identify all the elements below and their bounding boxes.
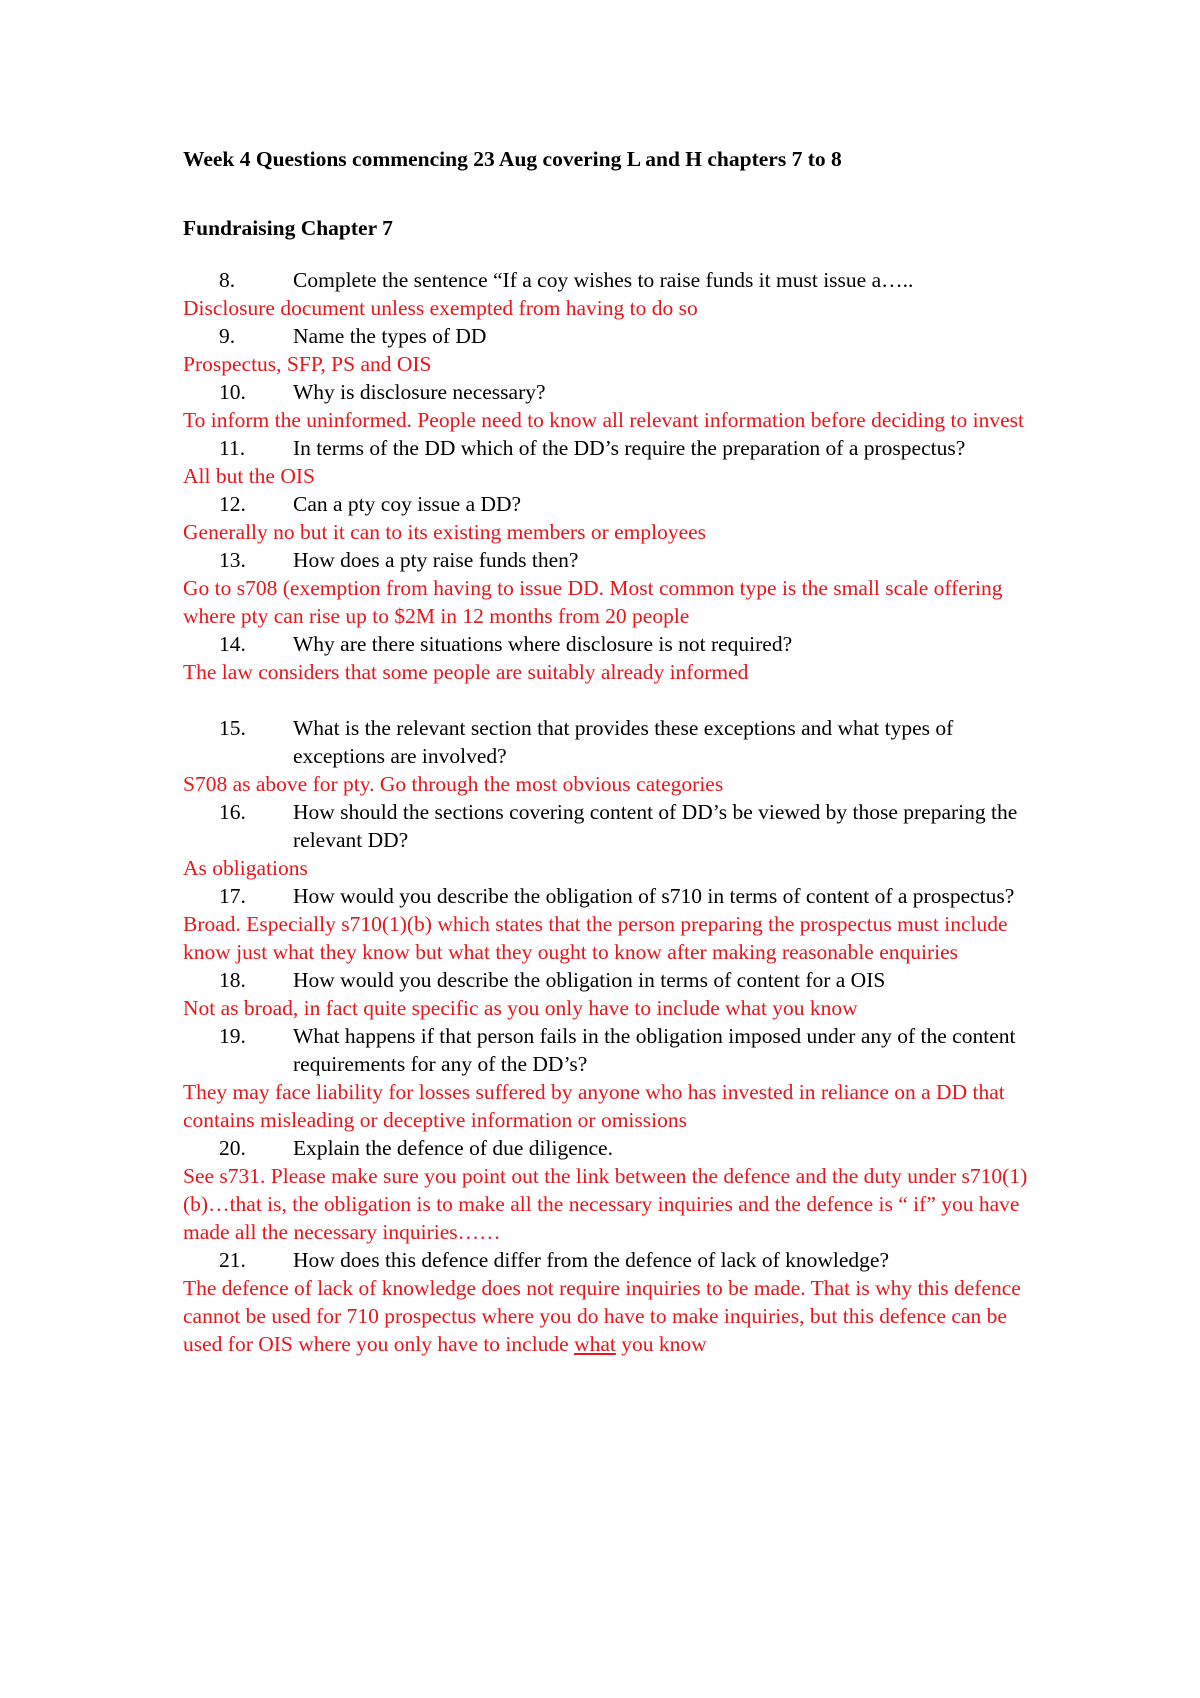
question-text: How would you describe the obligation of s710 in terms of content of a prospectus? [293, 884, 1015, 908]
question-text: Name the types of DD [293, 324, 487, 348]
question-item [183, 546, 1043, 574]
document-title: Week 4 Questions commencing 23 Aug covering L and H chapters 7 to 8 [183, 147, 842, 171]
answer-text: As obligations [183, 856, 308, 880]
question-text: Can a pty coy issue a DD? [293, 492, 522, 516]
question-number: 20. [219, 1136, 246, 1160]
question-number: 16. [219, 800, 246, 824]
question-item [183, 882, 1043, 910]
chapter-heading: Fundraising Chapter 7 [183, 216, 393, 240]
question-item [183, 490, 1043, 518]
question-number: 9. [219, 324, 236, 348]
answer-text: Generally no but it can to its existing members or employees [183, 520, 707, 544]
question-number: 18. [219, 968, 246, 992]
question-number: 15. [219, 716, 246, 740]
question-item [183, 966, 1043, 994]
question-text: How should the sections covering content of DD’s be viewed by those preparing the relevant DD? [293, 800, 1018, 852]
question-number: 19. [219, 1024, 246, 1048]
question-text: Why are there situations where disclosure is not required? [293, 632, 793, 656]
answer-text: Prospectus, SFP, PS and OIS [183, 352, 432, 376]
document-page [183, 145, 1043, 1358]
answer-text-part: The defence of lack of knowledge does not require inquiries to be made. That is why this defence cannot be used for 710 prospectus where you do have to make inquiries, but this defence can be used for OIS where you only have to include [183, 1276, 1021, 1356]
question-text: In terms of the DD which of the DD’s require the preparation of a prospectus? [293, 436, 966, 460]
question-text: What is the relevant section that provides these exceptions and what types of exceptions are involved? [293, 716, 954, 768]
question-text: How would you describe the obligation in terms of content for a OIS [293, 968, 886, 992]
blank-line [183, 686, 1043, 714]
question-text: Why is disclosure necessary? [293, 380, 546, 404]
question-number: 13. [219, 548, 246, 572]
question-item [183, 714, 1043, 770]
question-item [183, 434, 1043, 462]
question-number: 21. [219, 1248, 246, 1272]
question-number: 11. [219, 436, 246, 460]
question-text: Complete the sentence “If a coy wishes to raise funds it must issue a….. [293, 268, 914, 292]
question-item [183, 630, 1043, 658]
question-text: How does this defence differ from the defence of lack of knowledge? [293, 1248, 889, 1272]
underlined-word: what [574, 1332, 616, 1356]
question-text: Explain the defence of due diligence. [293, 1136, 613, 1160]
answer-text: S708 as above for pty. Go through the most obvious categories [183, 772, 724, 796]
question-number: 12. [219, 492, 246, 516]
answer-text: All but the OIS [183, 464, 315, 488]
answer-text-part: you know [615, 1332, 707, 1356]
question-text: What happens if that person fails in the obligation imposed under any of the content requirements for any of the DD’s? [293, 1024, 1016, 1076]
answer-text: Broad. Especially s710(1)(b) which states that the person preparing the prospectus must include know just what they know but what they ought to know after making reasonable enquiries [183, 912, 1008, 964]
question-item [183, 1022, 1043, 1078]
question-number: 14. [219, 632, 246, 656]
question-number: 8. [219, 268, 236, 292]
question-number: 10. [219, 380, 246, 404]
question-item [183, 798, 1043, 854]
answer-text: Disclosure document unless exempted from having to do so [183, 296, 698, 320]
question-number: 17. [219, 884, 246, 908]
question-item [183, 322, 1043, 350]
question-item [183, 378, 1043, 406]
answer-text [183, 1274, 1043, 1358]
answer-text: Not as broad, in fact quite specific as you only have to include what you know [183, 996, 858, 1020]
answer-text: They may face liability for losses suffered by anyone who has invested in reliance on a DD that contains misleading or deceptive information or omissions [183, 1080, 1005, 1132]
answer-text: Go to s708 (exemption from having to issue DD. Most common type is the small scale offering where pty can rise up to $2M in 12 months from 20 people [183, 576, 1003, 628]
qa-list [183, 266, 1043, 1358]
question-item [183, 1246, 1043, 1274]
answer-text: The law considers that some people are suitably already informed [183, 660, 749, 684]
answer-text: See s731. Please make sure you point out the link between the defence and the duty under s710(1)(b)…that is, the obligation is to make all the necessary inquiries and the defence is “ if” you have made all the necessary inquiries…… [183, 1164, 1028, 1244]
question-item [183, 1134, 1043, 1162]
question-item [183, 266, 1043, 294]
answer-text: To inform the uninformed. People need to know all relevant information before deciding to invest [183, 408, 1024, 432]
question-text: How does a pty raise funds then? [293, 548, 579, 572]
